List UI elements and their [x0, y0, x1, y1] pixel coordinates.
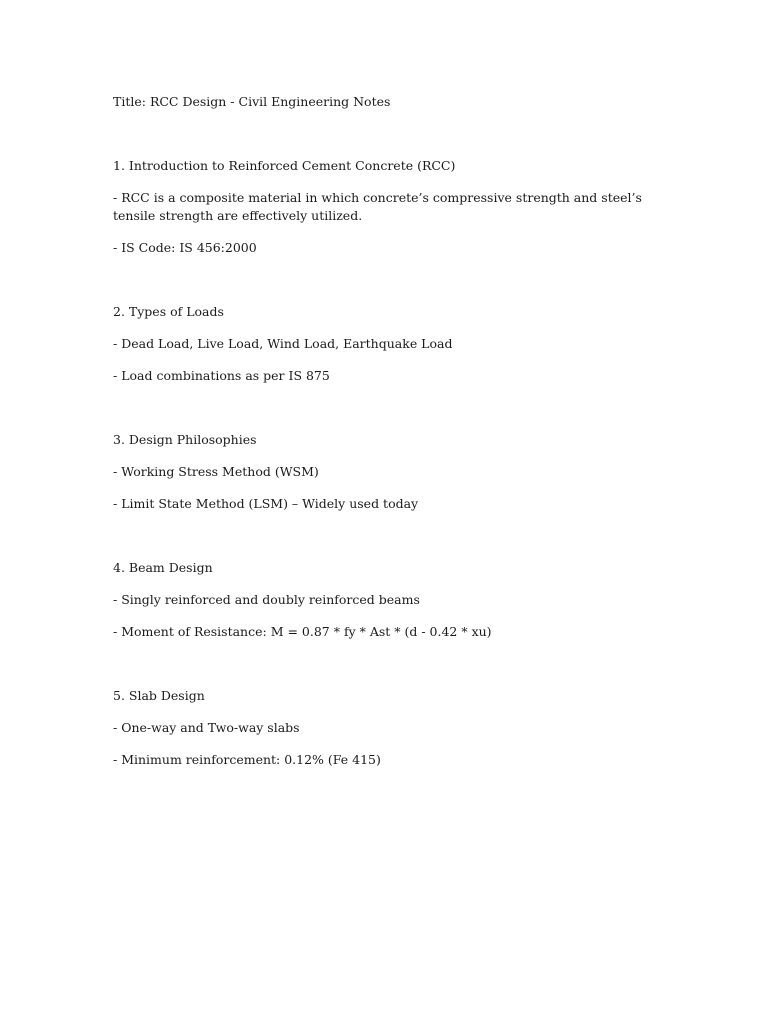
- section-line: - RCC is a composite material in which concrete’s compressive strength and steel’s tensile strength are effectively utilized.: [113, 190, 642, 223]
- section-introduction: [113, 157, 658, 257]
- section-heading: 5. Slab Design: [113, 688, 205, 703]
- section-line: - Dead Load, Live Load, Wind Load, Earthquake Load: [113, 336, 453, 351]
- section-line: - Minimum reinforcement: 0.12% (Fe 415): [113, 752, 381, 767]
- section-line: - Singly reinforced and doubly reinforced beams: [113, 592, 420, 607]
- section-slab-design: [113, 687, 658, 769]
- section-heading: 4. Beam Design: [113, 560, 213, 575]
- section-line: - Working Stress Method (WSM): [113, 464, 319, 479]
- section-heading: 3. Design Philosophies: [113, 432, 257, 447]
- section-types-of-loads: [113, 303, 658, 385]
- section-beam-design: [113, 559, 658, 641]
- section-line: - One-way and Two-way slabs: [113, 720, 300, 735]
- section-line: - Load combinations as per IS 875: [113, 368, 330, 383]
- section-line: - Moment of Resistance: M = 0.87 * fy * Ast * (d - 0.42 * xu): [113, 624, 492, 639]
- section-line: - Limit State Method (LSM) – Widely used today: [113, 496, 419, 511]
- section-line: - IS Code: IS 456:2000: [113, 240, 257, 255]
- section-design-philosophies: [113, 431, 658, 513]
- document-title: Title: RCC Design - Civil Engineering Notes: [113, 94, 391, 109]
- document-body: [113, 93, 658, 783]
- section-heading: 2. Types of Loads: [113, 304, 224, 319]
- section-heading: 1. Introduction to Reinforced Cement Concrete (RCC): [113, 158, 456, 173]
